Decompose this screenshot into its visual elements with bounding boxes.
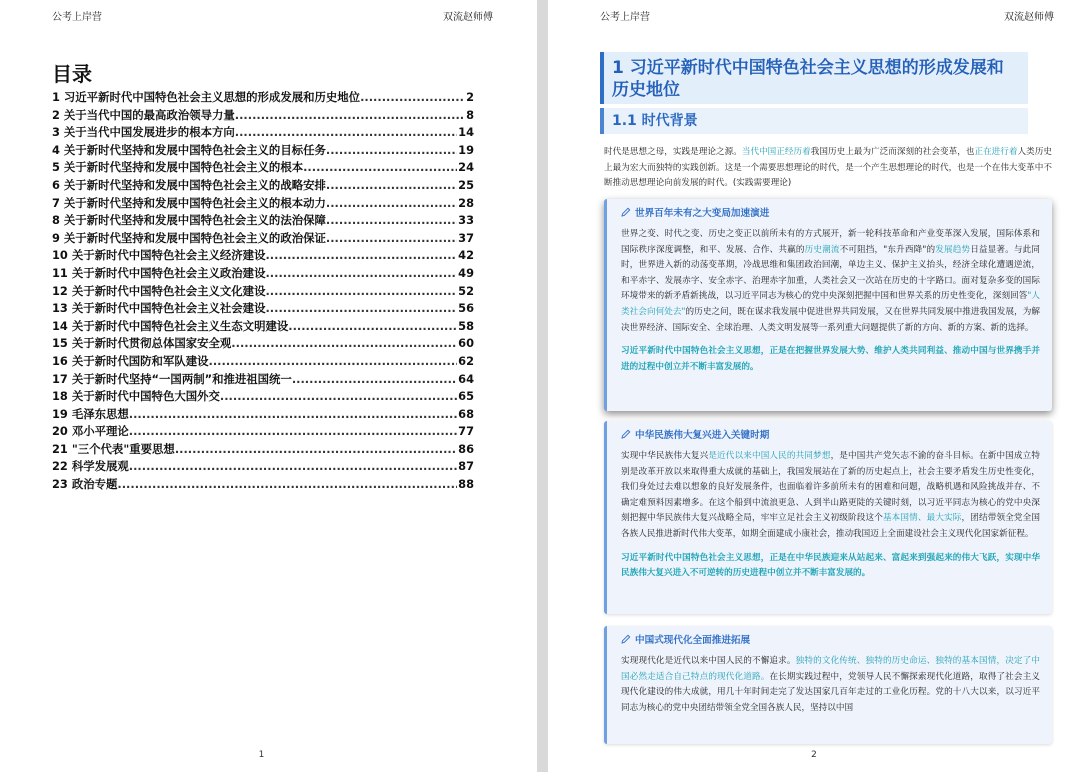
toc-entry-label: 1 习近平新时代中国特色社会主义思想的形成发展和历史地位 [52,90,361,104]
toc-entry[interactable] [52,142,474,160]
toc-leader-dots [117,477,457,491]
toc-entry-label: 15 关于新时代贯彻总体国家安全观 [52,336,232,351]
page-header-left: 公考上岸营 [600,12,650,23]
toc-entry-page: 19 [458,142,474,157]
toc-entry[interactable] [52,300,474,318]
callout-summary: 习近平新时代中国特色社会主义思想，正是在把握世界发展大势、维护人类共同利益、推动中国与世界携手并进的过程中创立并不断丰富发展的。 [621,346,1040,372]
callout-title-text: 中国式现代化全面推进拓展 [635,635,751,646]
highlight-run: "人类社会向何处去" [621,291,1040,317]
page-1 [0,0,537,772]
highlight-run: 发展趋势 [935,244,971,255]
toc-leader-dots [326,178,457,192]
toc-entry-label: 12 关于新时代中国特色社会主义文化建设 [52,283,266,298]
toc-title: 目录 [52,62,92,86]
toc-leader-dots [288,319,457,333]
toc-entry-page: 77 [458,424,474,439]
toc-entry-label: 21 "三个代表"重要思想 [52,441,175,456]
toc-entry[interactable] [52,318,474,336]
toc-entry-label: 2 关于当代中国的最高政治领导力量 [52,107,235,122]
toc-leader-dots [220,389,457,403]
toc-entry[interactable] [52,247,474,265]
text-run: 世界之变、时代之变、历史之变正以前所未有的方式展开，新一轮科技革命和产业变革深入发展，国际体系和国际秩序深度调整，和平、发展、合作、共赢的 [621,229,1040,255]
callout-title [621,632,1040,646]
toc-entry[interactable] [52,124,474,142]
toc-entry[interactable] [52,230,474,248]
toc-entry-label: 9 关于新时代坚持和发展中国特色社会主义的政治保证 [52,230,326,245]
toc-leader-dots [326,196,457,210]
toc-entry-page: 88 [458,477,474,492]
highlight-run: 独特的文化传统、独特的历史命运、独特的基本国情，决定了中国必然走适合自己特点的现代化道路。 [621,656,1040,682]
toc-leader-dots [235,108,465,122]
toc-leader-dots [265,284,457,298]
toc-entry-label: 18 关于新时代中国特色大国外交 [52,389,220,404]
toc-leader-dots [129,424,457,438]
toc-entry-page: 37 [458,230,474,245]
toc-entry[interactable] [52,441,474,459]
callout-title [621,427,1040,441]
toc-leader-dots [129,459,457,473]
page-header-left: 公考上岸营 [52,12,102,23]
toc-entry-page: 8 [466,107,474,122]
callout-card [604,199,1052,411]
highlight-run: 是近代以来中国人民的共同梦想 [708,451,831,461]
text-run: 在长期实践过程中，党领导人民不懈探索现代化道路，取得了社会主义现代化建设的伟大成就，用几十年时间走完了发达国家几百年走过的工业化历程。党的十八大以来，以习近平同志为核心的党中央团结带领全党全国各族人民，坚持以中国 [621,671,1040,713]
toc-entry-page: 42 [458,248,474,263]
toc-entry[interactable] [52,159,474,177]
callout-paragraph [621,227,1040,336]
toc-entry-label: 17 关于新时代坚持“一国两制”和推进祖国统一 [52,371,292,386]
toc-entry-page: 58 [458,318,474,333]
section-heading: 1.1 时代背景 [600,108,1028,134]
text-run: 我国历史上最为广泛而深刻的社会变革，也 [810,147,975,157]
highlight-run: 历史潮流 [804,244,840,255]
intro-paragraph [604,145,1052,192]
callout-title [621,205,1040,219]
toc-leader-dots [326,213,457,227]
toc-leader-dots [265,248,457,262]
toc-leader-dots [265,266,457,280]
toc-entry[interactable] [52,353,474,371]
toc-entry-page: 28 [458,195,474,210]
toc-entry-label: 16 关于新时代国防和军队建设 [52,353,209,368]
pencil-icon [621,207,631,217]
toc-entry-page: 49 [458,265,474,280]
toc-entry[interactable] [52,107,474,125]
toc-leader-dots [231,336,457,350]
toc-entry[interactable] [52,476,474,494]
toc-entry[interactable] [52,195,474,213]
toc-entry-label: 19 毛泽东思想 [52,406,129,421]
toc-entry-page: 33 [458,213,474,228]
toc-entry-label: 13 关于新时代中国特色社会主义社会建设 [52,301,266,316]
text-run: ，是中国共产党矢志不渝的奋斗目标。在新中国成立特别是改革开放以来取得重大成就的基础上，我国发展站在了新的历史起点上，社会主要矛盾发生历史性变化，我们身处过去难以想象的良好发展条件，也面临着许多前所未有的困难和问题，战略机遇和风险挑战并存、不确定难预料因素增多。在这个船到中流浪更急、人到半山路更陡的关键时刻，以习近平同志为核心的党中央深刻把握中华民族伟大复兴战略全局，牢牢立足社会主义初级阶段这个 [621,451,1040,524]
toc-entry[interactable] [52,388,474,406]
toc-leader-dots [360,90,465,104]
page-number: 2 [811,750,817,760]
page-header-right: 双流赵师傅 [443,12,493,23]
toc-entry-label: 6 关于新时代坚持和发展中国特色社会主义的战略安排 [52,177,326,192]
toc-entry-page: 52 [458,283,474,298]
text-run: 实现现代化是近代以来中国人民的不懈追求。 [621,656,796,666]
text-run: 实现中华民族伟大复兴 [621,451,709,461]
highlight-run: 当代中国正经历着 [741,147,811,157]
callout-summary: 习近平新时代中国特色社会主义思想，正是在中华民族迎来从站起来、富起来到强起来的伟大飞跃，实现中华民族伟大复兴进入不可逆转的历史进程中创立并不断丰富发展的。 [621,552,1040,579]
toc-entry-page: 14 [458,125,474,140]
toc-entry[interactable] [52,371,474,389]
chapter-heading: 1 习近平新时代中国特色社会主义思想的形成发展和历史地位 [600,52,1028,104]
page-number: 1 [258,750,265,760]
text-run: 的历史之问，既在谋求我发展中促进世界共同发展，又在世界共同发展中推进我国发展，为解决世界经济、国际安全、全球治理、人类文明发展等一系列重大问题提供了新的方向、新的方案、新的选择。 [621,306,1040,333]
callout-title-text: 世界百年未有之大变局加速演进 [635,208,770,219]
toc-entry-label: 11 关于新时代中国特色社会主义政治建设 [52,265,266,280]
toc-entry[interactable] [52,458,474,476]
toc-entry-label: 4 关于新时代坚持和发展中国特色社会主义的目标任务 [52,142,326,157]
pencil-icon [621,429,631,439]
toc-entry-label: 10 关于新时代中国特色社会主义经济建设 [52,248,266,263]
toc-entry-page: 62 [458,353,474,368]
text-run: 不可阻挡，"东升西降"的 [839,244,936,255]
toc-entry[interactable] [52,335,474,353]
text-run: 人类历史上最为宏大而独特的实践创新。这是一个需要思想理论的时代，是一个产生思想理论的时代，也是一个在伟大变革中不断推动思想理论向前发展的时代。(实践需要理论) [604,147,1052,189]
toc-leader-dots [265,301,457,315]
toc-entry[interactable] [52,406,474,424]
toc-entry-page: 86 [458,441,474,456]
toc-entry-label: 23 政治专题 [52,477,118,492]
highlight-run: 基本国情、最大实际 [882,513,962,524]
toc-entry[interactable] [52,177,474,195]
toc-entry-page: 24 [458,160,474,175]
toc-entry-page: 65 [458,389,474,404]
toc-entry-label: 22 科学发展观 [52,459,129,474]
toc-leader-dots [129,407,457,421]
toc-entry-page: 64 [458,371,474,386]
toc-entry[interactable] [52,283,474,301]
text-run: 日益显著。与此同时，世界进入新的动荡变革期，冷战思维和集团政治回潮，单边主义、保护主义抬头，经济全球化遭遇逆流，和平赤字、发展赤字、安全赤字、治理赤字加重，人类社会又一次站在历史的十字路口。面对复杂多变的国际环境带来的新矛盾新挑战，以习近平同志为核心的党中央深刻把握中国和世界关系的历史性变化，深刻回答 [621,244,1040,302]
callout-paragraph [621,449,1040,543]
callout-title-text: 中华民族伟大复兴进入关键时期 [635,430,770,441]
callout-card [604,421,1052,614]
toc-entry[interactable] [52,212,474,230]
toc-leader-dots [303,160,457,174]
toc-entry-label: 8 关于新时代坚持和发展中国特色社会主义的法治保障 [52,213,326,228]
toc-entry[interactable] [52,89,474,107]
callout-paragraph [621,654,1040,716]
text-run: 时代是思想之母，实践是理论之源。 [604,147,742,157]
highlight-run: 正在进行着 [974,147,1018,157]
toc-leader-dots [326,231,457,245]
page-2 [548,0,1080,772]
toc-entry-label: 14 关于新时代中国特色社会主义生态文明建设 [52,318,289,333]
toc-leader-dots [209,354,458,368]
toc-entry[interactable] [52,265,474,283]
toc-entry-label: 3 关于当代中国发展进步的根本方向 [52,125,235,140]
toc-entry-page: 60 [458,336,474,351]
toc-leader-dots [326,143,457,157]
toc-leader-dots [292,372,457,386]
pencil-icon [621,634,631,644]
toc-entry-page: 68 [458,406,474,421]
toc-entry-page: 2 [466,90,474,104]
table-of-contents [52,89,474,494]
toc-entry-page: 56 [458,301,474,316]
toc-leader-dots [175,442,457,456]
callout-card [604,626,1052,744]
toc-entry[interactable] [52,423,474,441]
page-header-right: 双流赵师傅 [1004,12,1054,23]
toc-leader-dots [235,125,457,139]
text-run: ，团结带领全党全国各族人民推进新时代伟大变革，如期全面建成小康社会，推动我国迈上全面建设社会主义现代化国家新征程。 [621,513,1040,539]
toc-entry-label: 5 关于新时代坚持和发展中国特色社会主义的根本 [52,160,304,175]
toc-entry-page: 25 [458,177,474,192]
toc-entry-page: 87 [458,459,474,474]
toc-entry-label: 20 邓小平理论 [52,424,129,439]
toc-entry-label: 7 关于新时代坚持和发展中国特色社会主义的根本动力 [52,195,326,210]
